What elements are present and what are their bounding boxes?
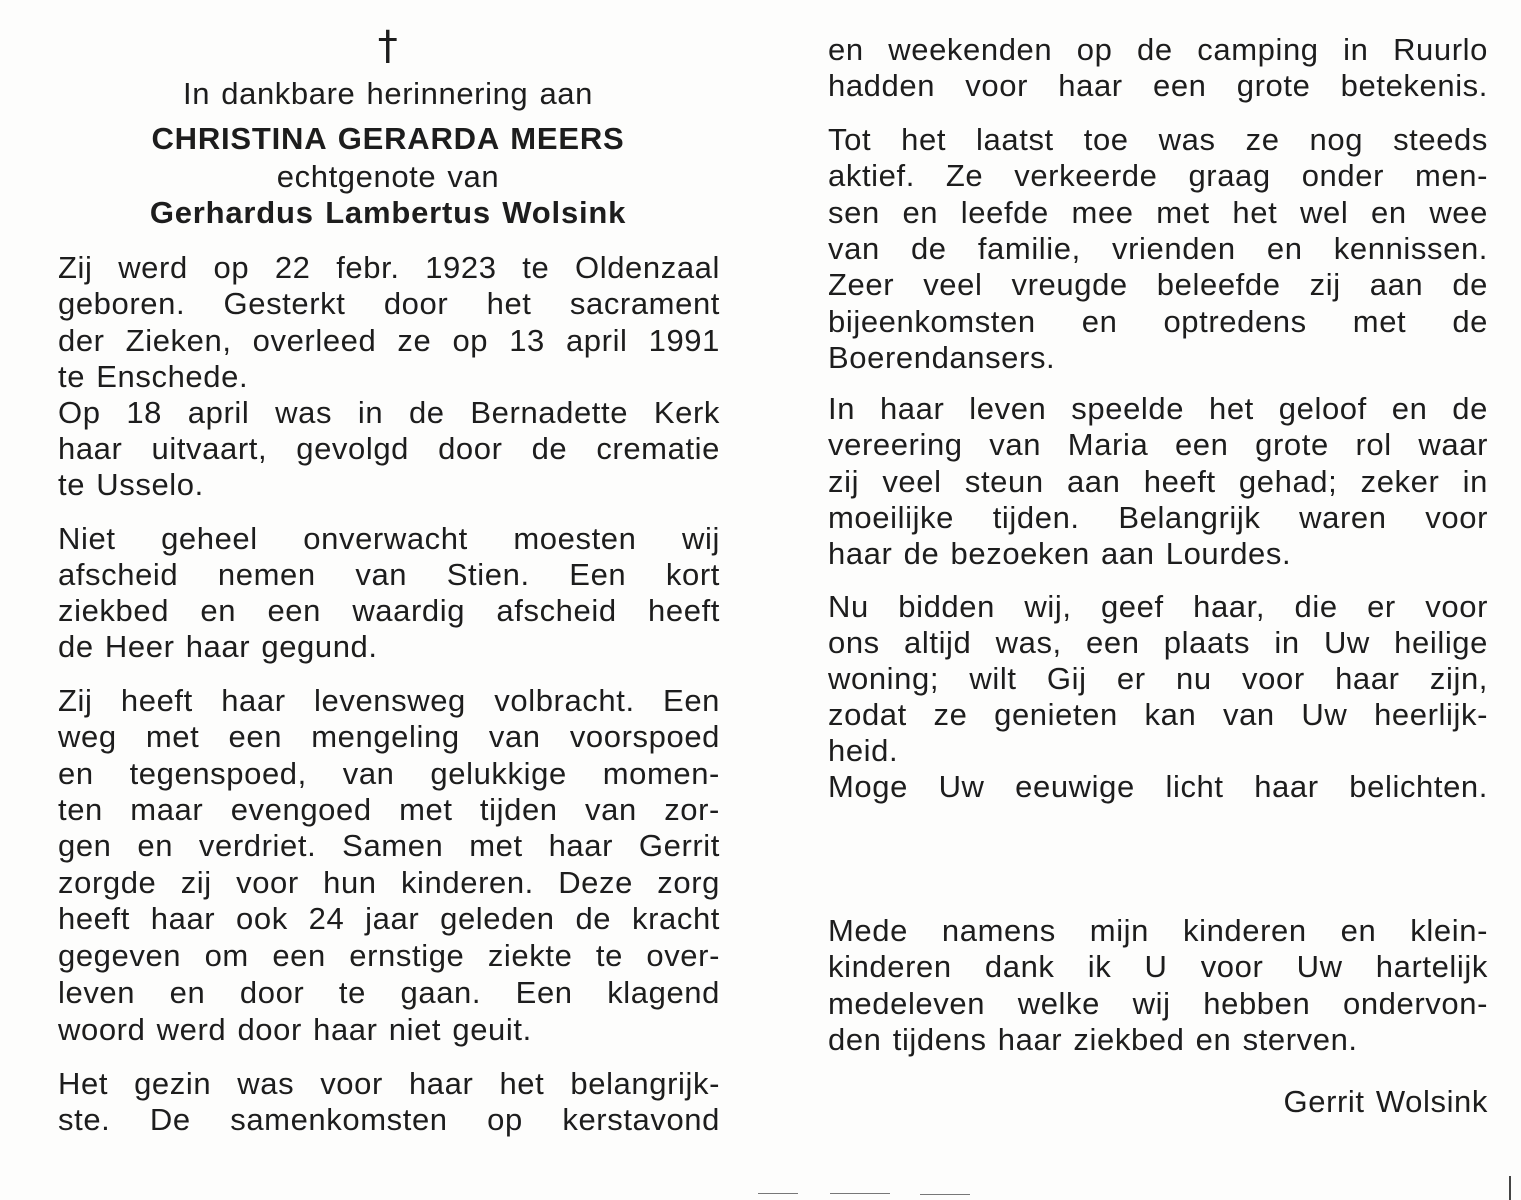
left-text-line: heeft haar ook 24 jaar geleden de kracht: [58, 901, 720, 936]
cross-icon: †: [377, 23, 399, 69]
deceased-name: CHRISTINA GERARDA MEERS: [151, 121, 625, 156]
left-text-line: zorgde zij voor hun kinderen. Deze zorg: [58, 865, 720, 900]
left-text-line: leven en door te gaan. Een klagend: [58, 975, 720, 1010]
scan-edge-mark: [830, 1193, 890, 1194]
left-text-line: der Zieken, overleed ze op 13 april 1991: [58, 323, 720, 358]
right-text-line: zodat ze genieten kan van Uw heerlijk-: [828, 697, 1488, 732]
left-text-line: Op 18 april was in de Bernadette Kerk: [58, 395, 720, 430]
left-text-line: Zij heeft haar levensweg volbracht. Een: [58, 683, 720, 718]
right-text-line: Moge Uw eeuwige licht haar belichten.: [828, 769, 1488, 804]
right-text-line: ons altijd was, een plaats in Uw heilige: [828, 625, 1488, 660]
right-text-line: zij veel steun aan heeft gehad; zeker in: [828, 464, 1488, 499]
left-text-line: ste. De samenkomsten op kerstavond: [58, 1102, 720, 1137]
scan-edge-mark: [1509, 1176, 1511, 1200]
right-text-line: Nu bidden wij, geef haar, die er voor: [828, 589, 1488, 624]
left-text-line: weg met een mengeling van voorspoed: [58, 719, 720, 754]
right-text-line: woning; wilt Gij er nu voor haar zijn,: [828, 661, 1488, 696]
left-text-line: ten maar evengoed met tijden van zor-: [58, 792, 720, 827]
right-text-line: Boerendansers.: [828, 340, 1056, 375]
scan-edge-mark: [758, 1193, 798, 1194]
left-text-line: Het gezin was voor haar het belangrijk-: [58, 1066, 720, 1101]
left-text-line: ziekbed en een waardig afscheid heeft: [58, 593, 720, 628]
left-text-line: gen en verdriet. Samen met haar Gerrit: [58, 828, 720, 863]
spouse-name: Gerhardus Lambertus Wolsink: [149, 195, 627, 230]
right-text-line: den tijdens haar ziekbed en sterven.: [828, 1022, 1358, 1057]
right-text-line: bijeenkomsten en optredens met de: [828, 304, 1488, 339]
left-text-line: te Enschede.: [58, 359, 249, 394]
right-text-line: hadden voor haar een grote betekenis.: [828, 68, 1488, 103]
left-text-line: woord werd door haar niet geuit.: [58, 1012, 532, 1047]
right-text-line: moeilijke tijden. Belangrijk waren voor: [828, 500, 1488, 535]
left-text-line: gegeven om een ernstige ziekte te over-: [58, 938, 720, 973]
right-text-line: medeleven welke wij hebben ondervon-: [828, 986, 1488, 1021]
right-text-line: heid.: [828, 733, 899, 768]
right-text-line: kinderen dank ik U voor Uw hartelijk: [828, 949, 1488, 984]
scan-edge-mark: [920, 1194, 970, 1195]
right-text-line: sen en leefde mee met het wel en wee: [828, 195, 1488, 230]
relation-line: echtgenote van: [276, 159, 500, 194]
right-text-line: Tot het laatst toe was ze nog steeds: [828, 122, 1488, 157]
left-text-line: geboren. Gesterkt door het sacrament: [58, 286, 720, 321]
signature: Gerrit Wolsink: [1283, 1084, 1488, 1119]
intro-line: In dankbare herinnering aan: [183, 76, 593, 111]
left-text-line: afscheid nemen van Stien. Een kort: [58, 557, 720, 592]
right-text-line: van de familie, vrienden en kennissen.: [828, 231, 1488, 266]
left-text-line: en tegenspoed, van gelukkige momen-: [58, 756, 720, 791]
left-text-line: te Usselo.: [58, 467, 204, 502]
right-text-line: vereering van Maria een grote rol waar: [828, 427, 1488, 462]
right-text-line: haar de bezoeken aan Lourdes.: [828, 536, 1292, 571]
right-text-line: en weekenden op de camping in Ruurlo: [828, 32, 1488, 67]
left-text-line: haar uitvaart, gevolgd door de crematie: [58, 431, 720, 466]
left-text-line: de Heer haar gegund.: [58, 629, 378, 664]
right-text-line: In haar leven speelde het geloof en de: [828, 391, 1488, 426]
right-text-line: Mede namens mijn kinderen en klein-: [828, 913, 1488, 948]
left-text-line: Niet geheel onverwacht moesten wij: [58, 521, 720, 556]
right-text-line: aktief. Ze verkeerde graag onder men-: [828, 158, 1488, 193]
right-text-line: Zeer veel vreugde beleefde zij aan de: [828, 267, 1488, 302]
left-text-line: Zij werd op 22 febr. 1923 te Oldenzaal: [58, 250, 720, 285]
